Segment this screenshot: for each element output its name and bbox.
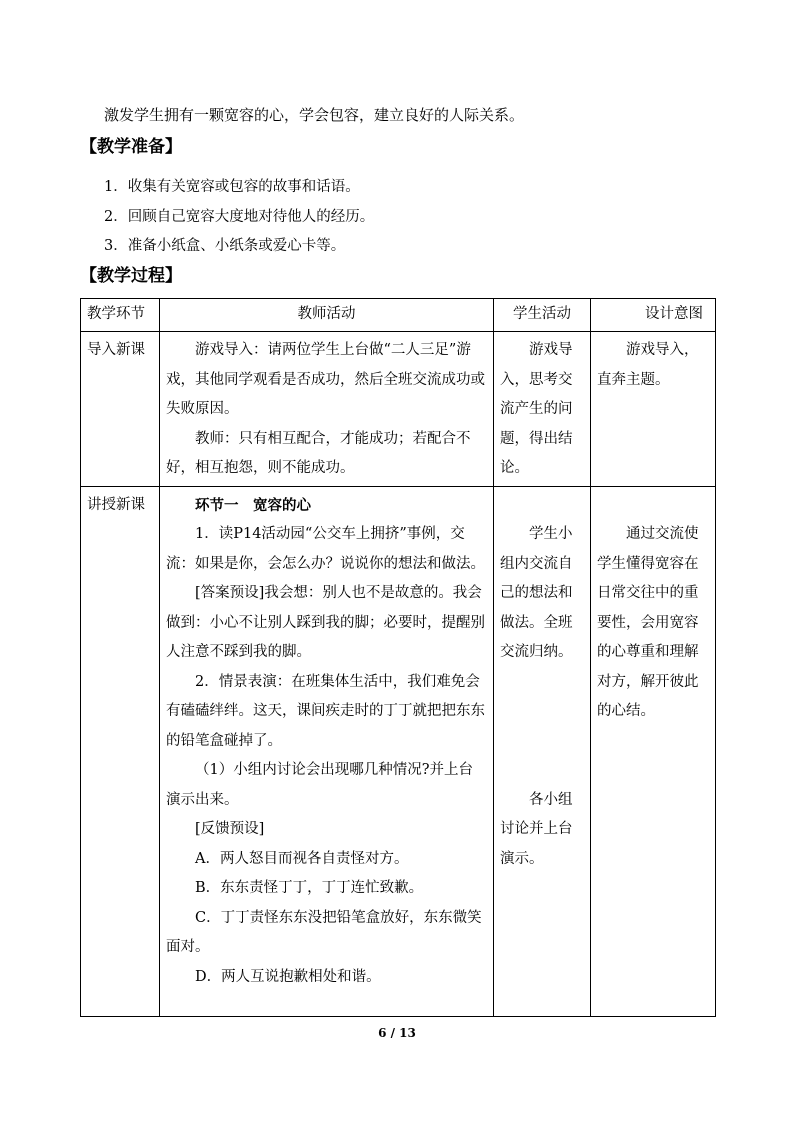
student-cell xyxy=(494,486,591,1016)
list-item: 3．准备小纸盒、小纸条或爱心卡等。 xyxy=(104,238,346,254)
prep-title: 【教学准备】 xyxy=(80,137,182,157)
paragraph: 游戏导入，直奔主题。 xyxy=(597,342,699,388)
paragraph: 通过交流使学生懂得宽容在日常交往中的重要性，会用宽容的心尊重和理解对方，解开彼此的心结。 xyxy=(597,526,699,719)
paragraph: （1）小组内讨论会出现哪几种情况?并上台演示出来。 xyxy=(166,762,473,808)
paragraph: 各小组讨论并上台演示。 xyxy=(500,791,573,867)
paragraph: [反馈预设] xyxy=(195,821,265,837)
paragraph: [答案预设]我会想：别人也不是故意的。我会做到：小心不让别人踩到我的脚；必要时，提醒别人注意不踩到我的脚。 xyxy=(166,585,485,660)
header-teacher: 教师活动 xyxy=(160,299,494,332)
lesson-plan-table xyxy=(80,298,716,1017)
intent-cell xyxy=(591,486,716,1016)
paragraph: 游戏导入：请两位学生上台做“二人三足”游戏，其他同学观看是否成功，然后全班交流成功或失败原因。 xyxy=(166,342,485,417)
list-item: 2．回顾自己宽容大度地对待他人的经历。 xyxy=(104,208,375,225)
table-row xyxy=(81,486,716,1016)
paragraph: 2．情景表演：在班集体生活中，我们难免会有磕磕绊绊。这天，课间疾走时的丁丁就把把东东的铅笔盒碰掉了。 xyxy=(166,673,485,749)
paragraph: A．两人怒目而视各自责怪对方。 xyxy=(195,850,409,867)
intro-text: 激发学生拥有一颗宽容的心，学会包容，建立良好的人际关系。 xyxy=(104,106,525,124)
page-number: 6 / 13 xyxy=(378,1026,416,1040)
paragraph: B．东东责怪丁丁，丁丁连忙致歉。 xyxy=(195,880,424,896)
stage-cell: 导入新课 xyxy=(81,332,160,487)
list-item: 1．收集有关宽容或包容的故事和话语。 xyxy=(104,179,360,195)
paragraph: 1．读P14活动园“公交车上拥挤”事例，交流：如果是你，会怎么办？说说你的想法和做法。 xyxy=(166,526,485,572)
header-intent: 设计意图 xyxy=(591,299,716,332)
paragraph: 学生小组内交流自己的想法和做法。全班交流归纳。 xyxy=(500,526,573,660)
intent-cell xyxy=(591,332,716,487)
table-row xyxy=(81,332,716,487)
process-title: 【教学过程】 xyxy=(80,266,182,286)
paragraph: 教师：只有相互配合，才能成功；若配合不好，相互抱怨，则不能成功。 xyxy=(166,430,471,476)
header-student: 学生活动 xyxy=(494,299,591,332)
teacher-cell xyxy=(160,486,494,1016)
prep-list xyxy=(104,176,374,265)
section-heading: 环节一 宽容的心 xyxy=(195,496,311,514)
paragraph: D．两人互说抱歉相处和谐。 xyxy=(195,968,381,985)
teacher-cell xyxy=(160,332,494,487)
student-cell xyxy=(494,332,591,487)
table-header-row xyxy=(81,299,716,332)
paragraph: 游戏导入，思考交流产生的问题，得出结论。 xyxy=(500,342,573,476)
header-stage: 教学环节 xyxy=(81,299,160,332)
paragraph: C．丁丁责怪东东没把铅笔盒放好，东东微笑面对。 xyxy=(166,909,482,955)
stage-cell: 讲授新课 xyxy=(81,486,160,1016)
